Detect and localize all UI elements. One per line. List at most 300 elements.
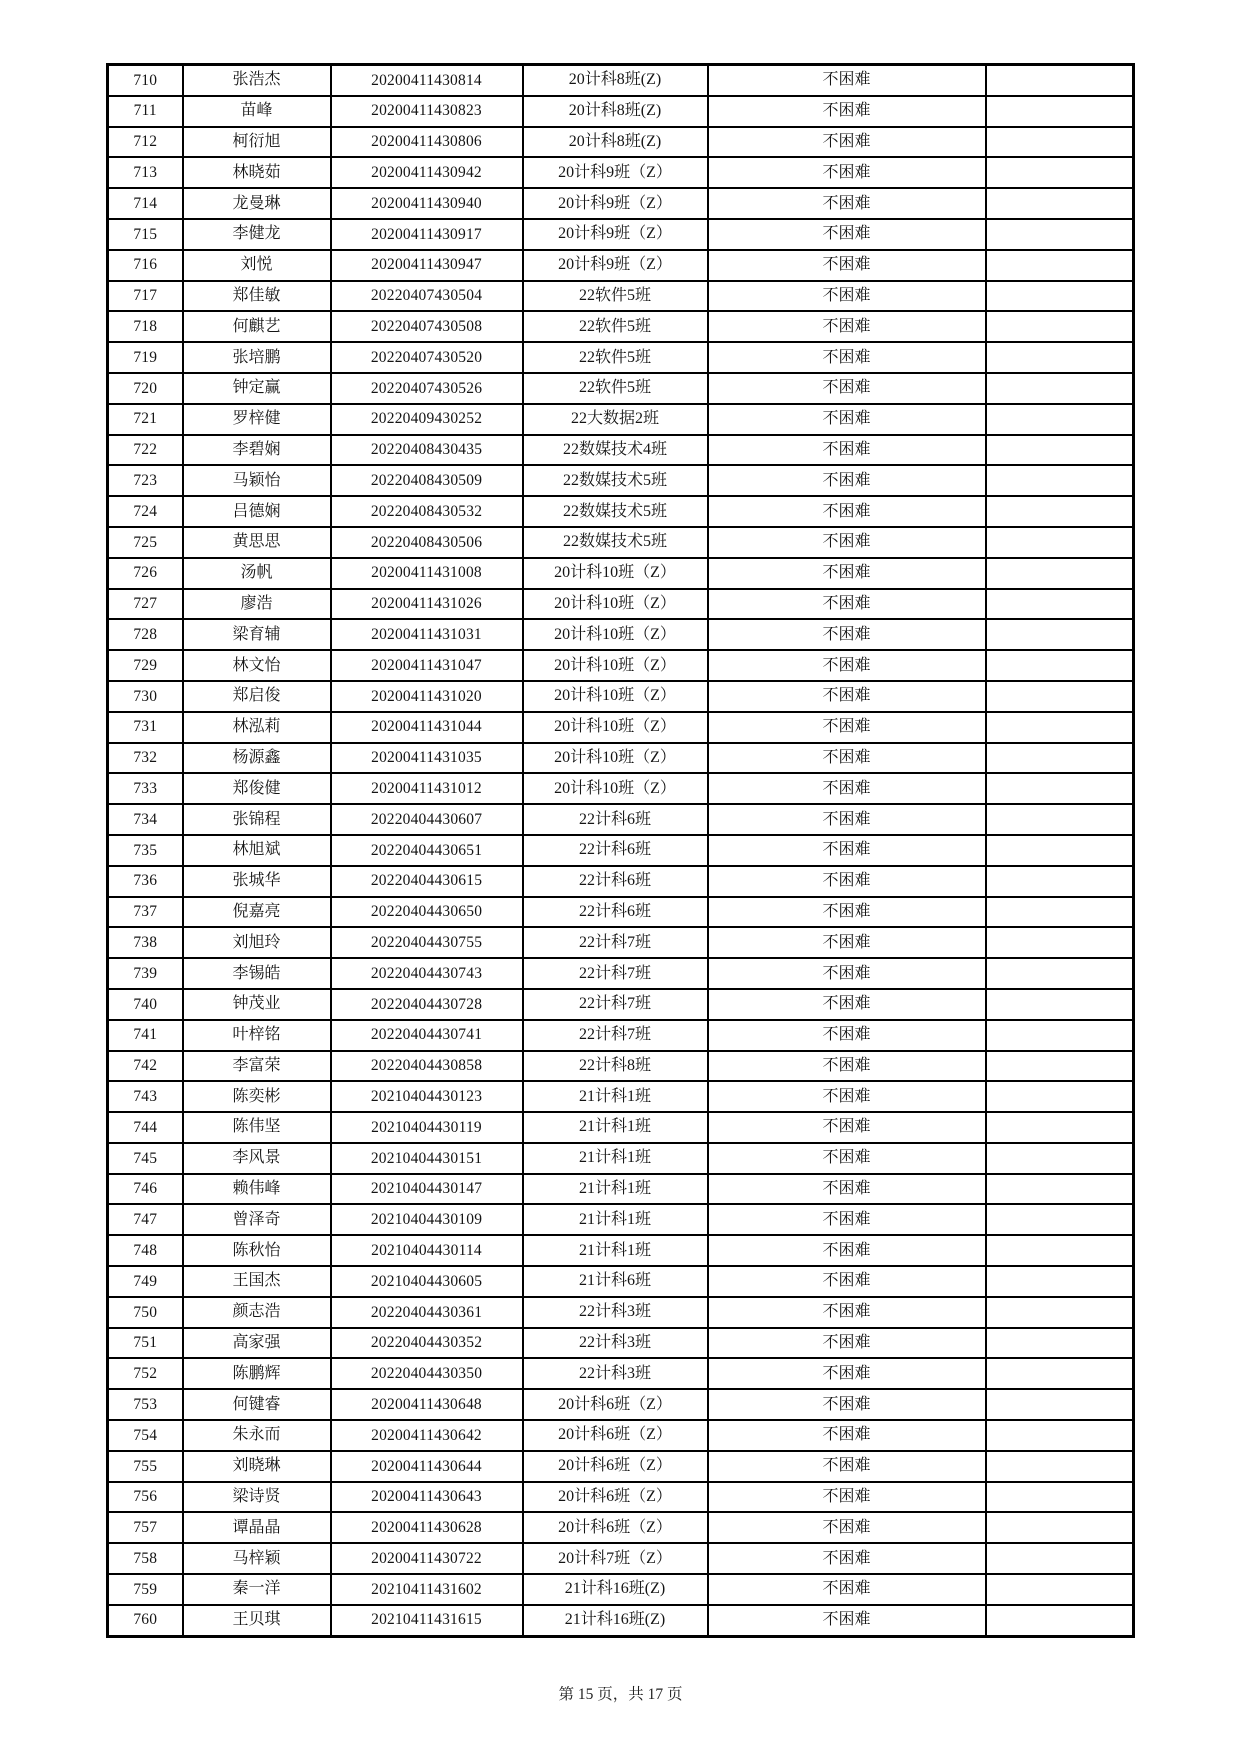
class-cell: 20计科10班（Z） (523, 712, 708, 743)
status-cell: 不困难 (708, 188, 986, 219)
status-cell: 不困难 (708, 219, 986, 250)
row-number-cell: 712 (108, 127, 183, 158)
student-id-cell: 20220404430615 (331, 866, 523, 897)
table-row (108, 65, 1134, 96)
name-cell: 何键睿 (183, 1389, 331, 1420)
name-cell: 林泓莉 (183, 712, 331, 743)
table-row (108, 897, 1134, 928)
table-row (108, 712, 1134, 743)
status-cell: 不困难 (708, 496, 986, 527)
table-row (108, 619, 1134, 650)
name-cell: 马梓颖 (183, 1543, 331, 1574)
name-cell: 张锦程 (183, 804, 331, 835)
row-number-cell: 743 (108, 1081, 183, 1112)
table-row (108, 435, 1134, 466)
row-number-cell: 721 (108, 404, 183, 435)
table-row (108, 1574, 1134, 1605)
name-cell: 朱永而 (183, 1420, 331, 1451)
class-cell: 20计科10班（Z） (523, 619, 708, 650)
status-cell: 不困难 (708, 804, 986, 835)
empty-cell (986, 558, 1134, 589)
status-cell: 不困难 (708, 1235, 986, 1266)
table-row (108, 465, 1134, 496)
student-roster-body (108, 65, 1134, 1637)
class-cell: 22计科6班 (523, 897, 708, 928)
row-number-cell: 730 (108, 681, 183, 712)
row-number-cell: 735 (108, 835, 183, 866)
table-row (108, 1512, 1134, 1543)
empty-cell (986, 311, 1134, 342)
empty-cell (986, 127, 1134, 158)
row-number-cell: 720 (108, 373, 183, 404)
name-cell: 高家强 (183, 1328, 331, 1359)
class-cell: 20计科10班（Z） (523, 589, 708, 620)
name-cell: 李健龙 (183, 219, 331, 250)
empty-cell (986, 342, 1134, 373)
table-row (108, 989, 1134, 1020)
empty-cell (986, 373, 1134, 404)
status-cell: 不困难 (708, 712, 986, 743)
student-id-cell: 20200411430940 (331, 188, 523, 219)
status-cell: 不困难 (708, 1605, 986, 1636)
student-id-cell: 20200411430644 (331, 1451, 523, 1482)
status-cell: 不困难 (708, 650, 986, 681)
class-cell: 22计科3班 (523, 1358, 708, 1389)
table-row (108, 743, 1134, 774)
status-cell: 不困难 (708, 897, 986, 928)
student-id-cell: 20200411431008 (331, 558, 523, 589)
empty-cell (986, 1266, 1134, 1297)
table-row (108, 188, 1134, 219)
row-number-cell: 733 (108, 773, 183, 804)
status-cell: 不困难 (708, 373, 986, 404)
class-cell: 22数媒技术5班 (523, 496, 708, 527)
class-cell: 21计科1班 (523, 1143, 708, 1174)
table-row (108, 927, 1134, 958)
status-cell: 不困难 (708, 773, 986, 804)
student-id-cell: 20200411430628 (331, 1512, 523, 1543)
row-number-cell: 760 (108, 1605, 183, 1636)
row-number-cell: 717 (108, 281, 183, 312)
empty-cell (986, 250, 1134, 281)
name-cell: 钟茂业 (183, 989, 331, 1020)
empty-cell (986, 804, 1134, 835)
status-cell: 不困难 (708, 681, 986, 712)
name-cell: 曾泽奇 (183, 1204, 331, 1235)
empty-cell (986, 219, 1134, 250)
status-cell: 不困难 (708, 1389, 986, 1420)
table-row (108, 373, 1134, 404)
name-cell: 陈伟坚 (183, 1112, 331, 1143)
empty-cell (986, 589, 1134, 620)
status-cell: 不困难 (708, 342, 986, 373)
row-number-cell: 739 (108, 958, 183, 989)
row-number-cell: 724 (108, 496, 183, 527)
empty-cell (986, 435, 1134, 466)
class-cell: 22软件5班 (523, 311, 708, 342)
name-cell: 王贝琪 (183, 1605, 331, 1636)
empty-cell (986, 1051, 1134, 1082)
status-cell: 不困难 (708, 404, 986, 435)
student-id-cell: 20200411430917 (331, 219, 523, 250)
empty-cell (986, 927, 1134, 958)
row-number-cell: 734 (108, 804, 183, 835)
student-id-cell: 20220407430508 (331, 311, 523, 342)
table-row (108, 835, 1134, 866)
status-cell: 不困难 (708, 1020, 986, 1051)
name-cell: 陈秋怡 (183, 1235, 331, 1266)
student-id-cell: 20200411430648 (331, 1389, 523, 1420)
name-cell: 倪嘉亮 (183, 897, 331, 928)
name-cell: 张浩杰 (183, 65, 331, 96)
class-cell: 20计科10班（Z） (523, 681, 708, 712)
student-id-cell: 20200411430806 (331, 127, 523, 158)
name-cell: 郑佳敏 (183, 281, 331, 312)
student-id-cell: 20220404430352 (331, 1328, 523, 1359)
class-cell: 20计科8班(Z) (523, 65, 708, 96)
name-cell: 郑俊健 (183, 773, 331, 804)
status-cell: 不困难 (708, 1482, 986, 1513)
student-id-cell: 20220404430361 (331, 1297, 523, 1328)
status-cell: 不困难 (708, 1451, 986, 1482)
name-cell: 钟定赢 (183, 373, 331, 404)
status-cell: 不困难 (708, 1266, 986, 1297)
class-cell: 22计科7班 (523, 1020, 708, 1051)
table-row (108, 311, 1134, 342)
name-cell: 黄思思 (183, 527, 331, 558)
student-id-cell: 20200411430823 (331, 96, 523, 127)
name-cell: 马颖怡 (183, 465, 331, 496)
class-cell: 22计科6班 (523, 804, 708, 835)
name-cell: 叶梓铭 (183, 1020, 331, 1051)
row-number-cell: 758 (108, 1543, 183, 1574)
table-row (108, 404, 1134, 435)
name-cell: 王国杰 (183, 1266, 331, 1297)
row-number-cell: 744 (108, 1112, 183, 1143)
table-row (108, 1358, 1134, 1389)
table-row (108, 1020, 1134, 1051)
status-cell: 不困难 (708, 835, 986, 866)
student-id-cell: 20200411431026 (331, 589, 523, 620)
status-cell: 不困难 (708, 743, 986, 774)
name-cell: 赖伟峰 (183, 1174, 331, 1205)
row-number-cell: 737 (108, 897, 183, 928)
class-cell: 22数媒技术4班 (523, 435, 708, 466)
empty-cell (986, 1543, 1134, 1574)
student-id-cell: 20210404430151 (331, 1143, 523, 1174)
table-row (108, 1143, 1134, 1174)
status-cell: 不困难 (708, 1328, 986, 1359)
row-number-cell: 752 (108, 1358, 183, 1389)
student-id-cell: 20200411431035 (331, 743, 523, 774)
student-id-cell: 20220408430506 (331, 527, 523, 558)
table-row (108, 1297, 1134, 1328)
empty-cell (986, 1512, 1134, 1543)
status-cell: 不困难 (708, 1112, 986, 1143)
name-cell: 陈奕彬 (183, 1081, 331, 1112)
class-cell: 21计科1班 (523, 1174, 708, 1205)
class-cell: 21计科1班 (523, 1112, 708, 1143)
row-number-cell: 748 (108, 1235, 183, 1266)
empty-cell (986, 465, 1134, 496)
empty-cell (986, 404, 1134, 435)
table-row (108, 342, 1134, 373)
row-number-cell: 745 (108, 1143, 183, 1174)
empty-cell (986, 650, 1134, 681)
table-row (108, 527, 1134, 558)
table-row (108, 1389, 1134, 1420)
student-id-cell: 20220404430755 (331, 927, 523, 958)
class-cell: 20计科6班（Z） (523, 1512, 708, 1543)
empty-cell (986, 65, 1134, 96)
name-cell: 陈鹏辉 (183, 1358, 331, 1389)
name-cell: 林晓茹 (183, 157, 331, 188)
empty-cell (986, 1174, 1134, 1205)
student-id-cell: 20220408430509 (331, 465, 523, 496)
row-number-cell: 754 (108, 1420, 183, 1451)
student-id-cell: 20200411430814 (331, 65, 523, 96)
empty-cell (986, 188, 1134, 219)
row-number-cell: 759 (108, 1574, 183, 1605)
table-row (108, 1051, 1134, 1082)
row-number-cell: 710 (108, 65, 183, 96)
row-number-cell: 713 (108, 157, 183, 188)
status-cell: 不困难 (708, 1543, 986, 1574)
row-number-cell: 711 (108, 96, 183, 127)
name-cell: 罗梓健 (183, 404, 331, 435)
row-number-cell: 726 (108, 558, 183, 589)
student-id-cell: 20220404430743 (331, 958, 523, 989)
class-cell: 20计科9班（Z） (523, 219, 708, 250)
class-cell: 20计科10班（Z） (523, 743, 708, 774)
student-id-cell: 20210404430123 (331, 1081, 523, 1112)
class-cell: 20计科6班（Z） (523, 1420, 708, 1451)
name-cell: 苗峰 (183, 96, 331, 127)
row-number-cell: 736 (108, 866, 183, 897)
name-cell: 刘旭玲 (183, 927, 331, 958)
class-cell: 20计科9班（Z） (523, 157, 708, 188)
class-cell: 20计科10班（Z） (523, 558, 708, 589)
empty-cell (986, 866, 1134, 897)
student-id-cell: 20220404430728 (331, 989, 523, 1020)
empty-cell (986, 157, 1134, 188)
table-row (108, 1482, 1134, 1513)
status-cell: 不困难 (708, 311, 986, 342)
student-id-cell: 20200411431012 (331, 773, 523, 804)
row-number-cell: 723 (108, 465, 183, 496)
class-cell: 21计科1班 (523, 1081, 708, 1112)
class-cell: 22软件5班 (523, 281, 708, 312)
class-cell: 20计科9班（Z） (523, 250, 708, 281)
name-cell: 汤帆 (183, 558, 331, 589)
row-number-cell: 715 (108, 219, 183, 250)
row-number-cell: 738 (108, 927, 183, 958)
table-row (108, 127, 1134, 158)
class-cell: 20计科7班（Z） (523, 1543, 708, 1574)
status-cell: 不困难 (708, 250, 986, 281)
empty-cell (986, 743, 1134, 774)
status-cell: 不困难 (708, 1297, 986, 1328)
student-id-cell: 20200411431020 (331, 681, 523, 712)
table-row (108, 1112, 1134, 1143)
row-number-cell: 741 (108, 1020, 183, 1051)
student-id-cell: 20220404430741 (331, 1020, 523, 1051)
table-row (108, 773, 1134, 804)
row-number-cell: 755 (108, 1451, 183, 1482)
name-cell: 谭晶晶 (183, 1512, 331, 1543)
table-row (108, 1235, 1134, 1266)
empty-cell (986, 1143, 1134, 1174)
empty-cell (986, 496, 1134, 527)
class-cell: 20计科9班（Z） (523, 188, 708, 219)
row-number-cell: 742 (108, 1051, 183, 1082)
table-row (108, 958, 1134, 989)
student-id-cell: 20220407430520 (331, 342, 523, 373)
name-cell: 廖浩 (183, 589, 331, 620)
empty-cell (986, 712, 1134, 743)
empty-cell (986, 1451, 1134, 1482)
student-id-cell: 20210404430605 (331, 1266, 523, 1297)
student-id-cell: 20220407430526 (331, 373, 523, 404)
name-cell: 林文怡 (183, 650, 331, 681)
student-id-cell: 20200411431031 (331, 619, 523, 650)
status-cell: 不困难 (708, 1420, 986, 1451)
student-id-cell: 20220404430350 (331, 1358, 523, 1389)
student-id-cell: 20200411430942 (331, 157, 523, 188)
empty-cell (986, 989, 1134, 1020)
class-cell: 20计科8班(Z) (523, 96, 708, 127)
table-row (108, 1605, 1134, 1636)
empty-cell (986, 1204, 1134, 1235)
row-number-cell: 727 (108, 589, 183, 620)
row-number-cell: 747 (108, 1204, 183, 1235)
class-cell: 20计科6班（Z） (523, 1482, 708, 1513)
status-cell: 不困难 (708, 1204, 986, 1235)
status-cell: 不困难 (708, 1512, 986, 1543)
student-id-cell: 20210411431615 (331, 1605, 523, 1636)
name-cell: 吕德娴 (183, 496, 331, 527)
table-row (108, 1266, 1134, 1297)
student-id-cell: 20200411431044 (331, 712, 523, 743)
class-cell: 22数媒技术5班 (523, 465, 708, 496)
student-id-cell: 20210404430109 (331, 1204, 523, 1235)
class-cell: 21计科1班 (523, 1204, 708, 1235)
row-number-cell: 722 (108, 435, 183, 466)
table-row (108, 281, 1134, 312)
name-cell: 杨源鑫 (183, 743, 331, 774)
empty-cell (986, 897, 1134, 928)
table-row (108, 219, 1134, 250)
status-cell: 不困难 (708, 1358, 986, 1389)
empty-cell (986, 681, 1134, 712)
row-number-cell: 728 (108, 619, 183, 650)
student-id-cell: 20220404430607 (331, 804, 523, 835)
status-cell: 不困难 (708, 989, 986, 1020)
row-number-cell: 753 (108, 1389, 183, 1420)
name-cell: 梁育辅 (183, 619, 331, 650)
student-id-cell: 20200411430643 (331, 1482, 523, 1513)
status-cell: 不困难 (708, 1574, 986, 1605)
status-cell: 不困难 (708, 866, 986, 897)
class-cell: 22计科7班 (523, 989, 708, 1020)
table-row (108, 1420, 1134, 1451)
status-cell: 不困难 (708, 465, 986, 496)
name-cell: 龙曼琳 (183, 188, 331, 219)
student-id-cell: 20210404430147 (331, 1174, 523, 1205)
student-id-cell: 20210411431602 (331, 1574, 523, 1605)
student-id-cell: 20200411430642 (331, 1420, 523, 1451)
row-number-cell: 746 (108, 1174, 183, 1205)
student-id-cell: 20220408430435 (331, 435, 523, 466)
name-cell: 柯衍旭 (183, 127, 331, 158)
status-cell: 不困难 (708, 1051, 986, 1082)
status-cell: 不困难 (708, 589, 986, 620)
empty-cell (986, 1358, 1134, 1389)
class-cell: 21计科6班 (523, 1266, 708, 1297)
student-roster-table (106, 63, 1135, 1638)
table-row (108, 250, 1134, 281)
name-cell: 李碧娴 (183, 435, 331, 466)
class-cell: 20计科8班(Z) (523, 127, 708, 158)
empty-cell (986, 281, 1134, 312)
row-number-cell: 719 (108, 342, 183, 373)
student-id-cell: 20220404430858 (331, 1051, 523, 1082)
table-row (108, 96, 1134, 127)
student-id-cell: 20220408430532 (331, 496, 523, 527)
table-row (108, 681, 1134, 712)
page-number-footer: 第 15 页，共 17 页 (558, 1686, 683, 1703)
name-cell: 李锡皓 (183, 958, 331, 989)
row-number-cell: 751 (108, 1328, 183, 1359)
class-cell: 22计科7班 (523, 958, 708, 989)
empty-cell (986, 1605, 1134, 1636)
class-cell: 21计科1班 (523, 1235, 708, 1266)
status-cell: 不困难 (708, 96, 986, 127)
empty-cell (986, 773, 1134, 804)
student-id-cell: 20200411430722 (331, 1543, 523, 1574)
name-cell: 刘悦 (183, 250, 331, 281)
table-row (108, 558, 1134, 589)
name-cell: 林旭斌 (183, 835, 331, 866)
row-number-cell: 750 (108, 1297, 183, 1328)
row-number-cell: 749 (108, 1266, 183, 1297)
name-cell: 郑启俊 (183, 681, 331, 712)
table-row (108, 589, 1134, 620)
class-cell: 22大数据2班 (523, 404, 708, 435)
status-cell: 不困难 (708, 558, 986, 589)
class-cell: 20计科6班（Z） (523, 1451, 708, 1482)
empty-cell (986, 835, 1134, 866)
class-cell: 20计科10班（Z） (523, 773, 708, 804)
table-row (108, 1174, 1134, 1205)
row-number-cell: 757 (108, 1512, 183, 1543)
status-cell: 不困难 (708, 1143, 986, 1174)
row-number-cell: 731 (108, 712, 183, 743)
empty-cell (986, 527, 1134, 558)
class-cell: 22软件5班 (523, 342, 708, 373)
row-number-cell: 756 (108, 1482, 183, 1513)
name-cell: 张培鹏 (183, 342, 331, 373)
empty-cell (986, 1112, 1134, 1143)
table-row (108, 1451, 1134, 1482)
class-cell: 22计科6班 (523, 866, 708, 897)
class-cell: 20计科10班（Z） (523, 650, 708, 681)
class-cell: 20计科6班（Z） (523, 1389, 708, 1420)
empty-cell (986, 1574, 1134, 1605)
class-cell: 22软件5班 (523, 373, 708, 404)
name-cell: 张城华 (183, 866, 331, 897)
status-cell: 不困难 (708, 127, 986, 158)
